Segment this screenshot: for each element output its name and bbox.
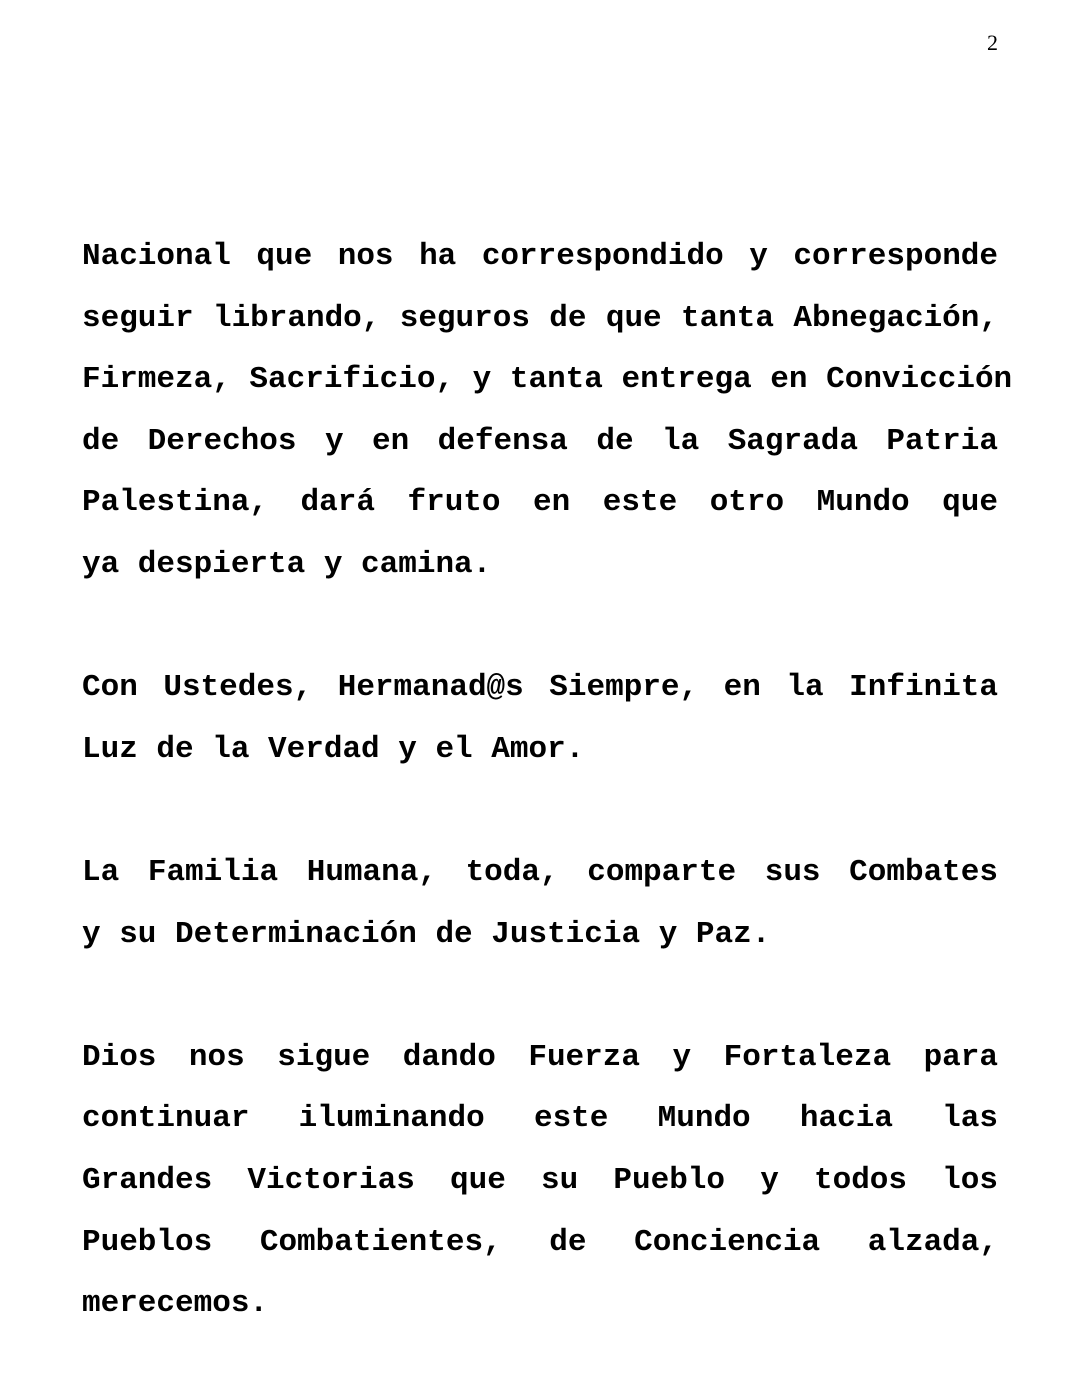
text-line: Nacional que nos ha correspondido y corresponde: [82, 239, 998, 274]
paragraph-3: [82, 842, 998, 965]
text-line: merecemos.: [82, 1286, 269, 1322]
body-text: [82, 226, 1013, 1396]
text-line: Con Ustedes, Hermanad@s Siempre, en la Infinita: [82, 670, 998, 706]
page-number: 2: [987, 30, 998, 55]
paragraph-4: [82, 1027, 998, 1335]
text-line: Dios nos sigue dando Fuerza y Fortaleza para: [82, 1039, 998, 1075]
text-line: Palestina, dará fruto en este otro Mundo que: [82, 485, 998, 521]
text-line: y su Determinación de Justicia y Paz.: [82, 916, 771, 952]
text-line: continuar iluminando este Mundo hacia las: [82, 1101, 998, 1137]
text-line: de Derechos y en defensa de la Sagrada Patria: [82, 423, 998, 459]
text-line: Luz de la Verdad y el Amor.: [82, 731, 585, 767]
text-line: Firmeza, Sacrificio, y tanta entrega en Convicción: [82, 362, 1013, 398]
text-line: Pueblos Combatientes, de Conciencia alzada,: [82, 1224, 998, 1260]
text-line: seguir librando, seguros de que tanta Abnegación,: [82, 300, 998, 336]
paragraph-2: [82, 657, 998, 780]
paragraph-1: [82, 226, 1013, 596]
text-line: ya despierta y camina.: [82, 546, 492, 582]
text-line: Grandes Victorias que su Pueblo y todos los: [82, 1162, 998, 1198]
text-line: La Familia Humana, toda, comparte sus Combates: [82, 854, 998, 890]
